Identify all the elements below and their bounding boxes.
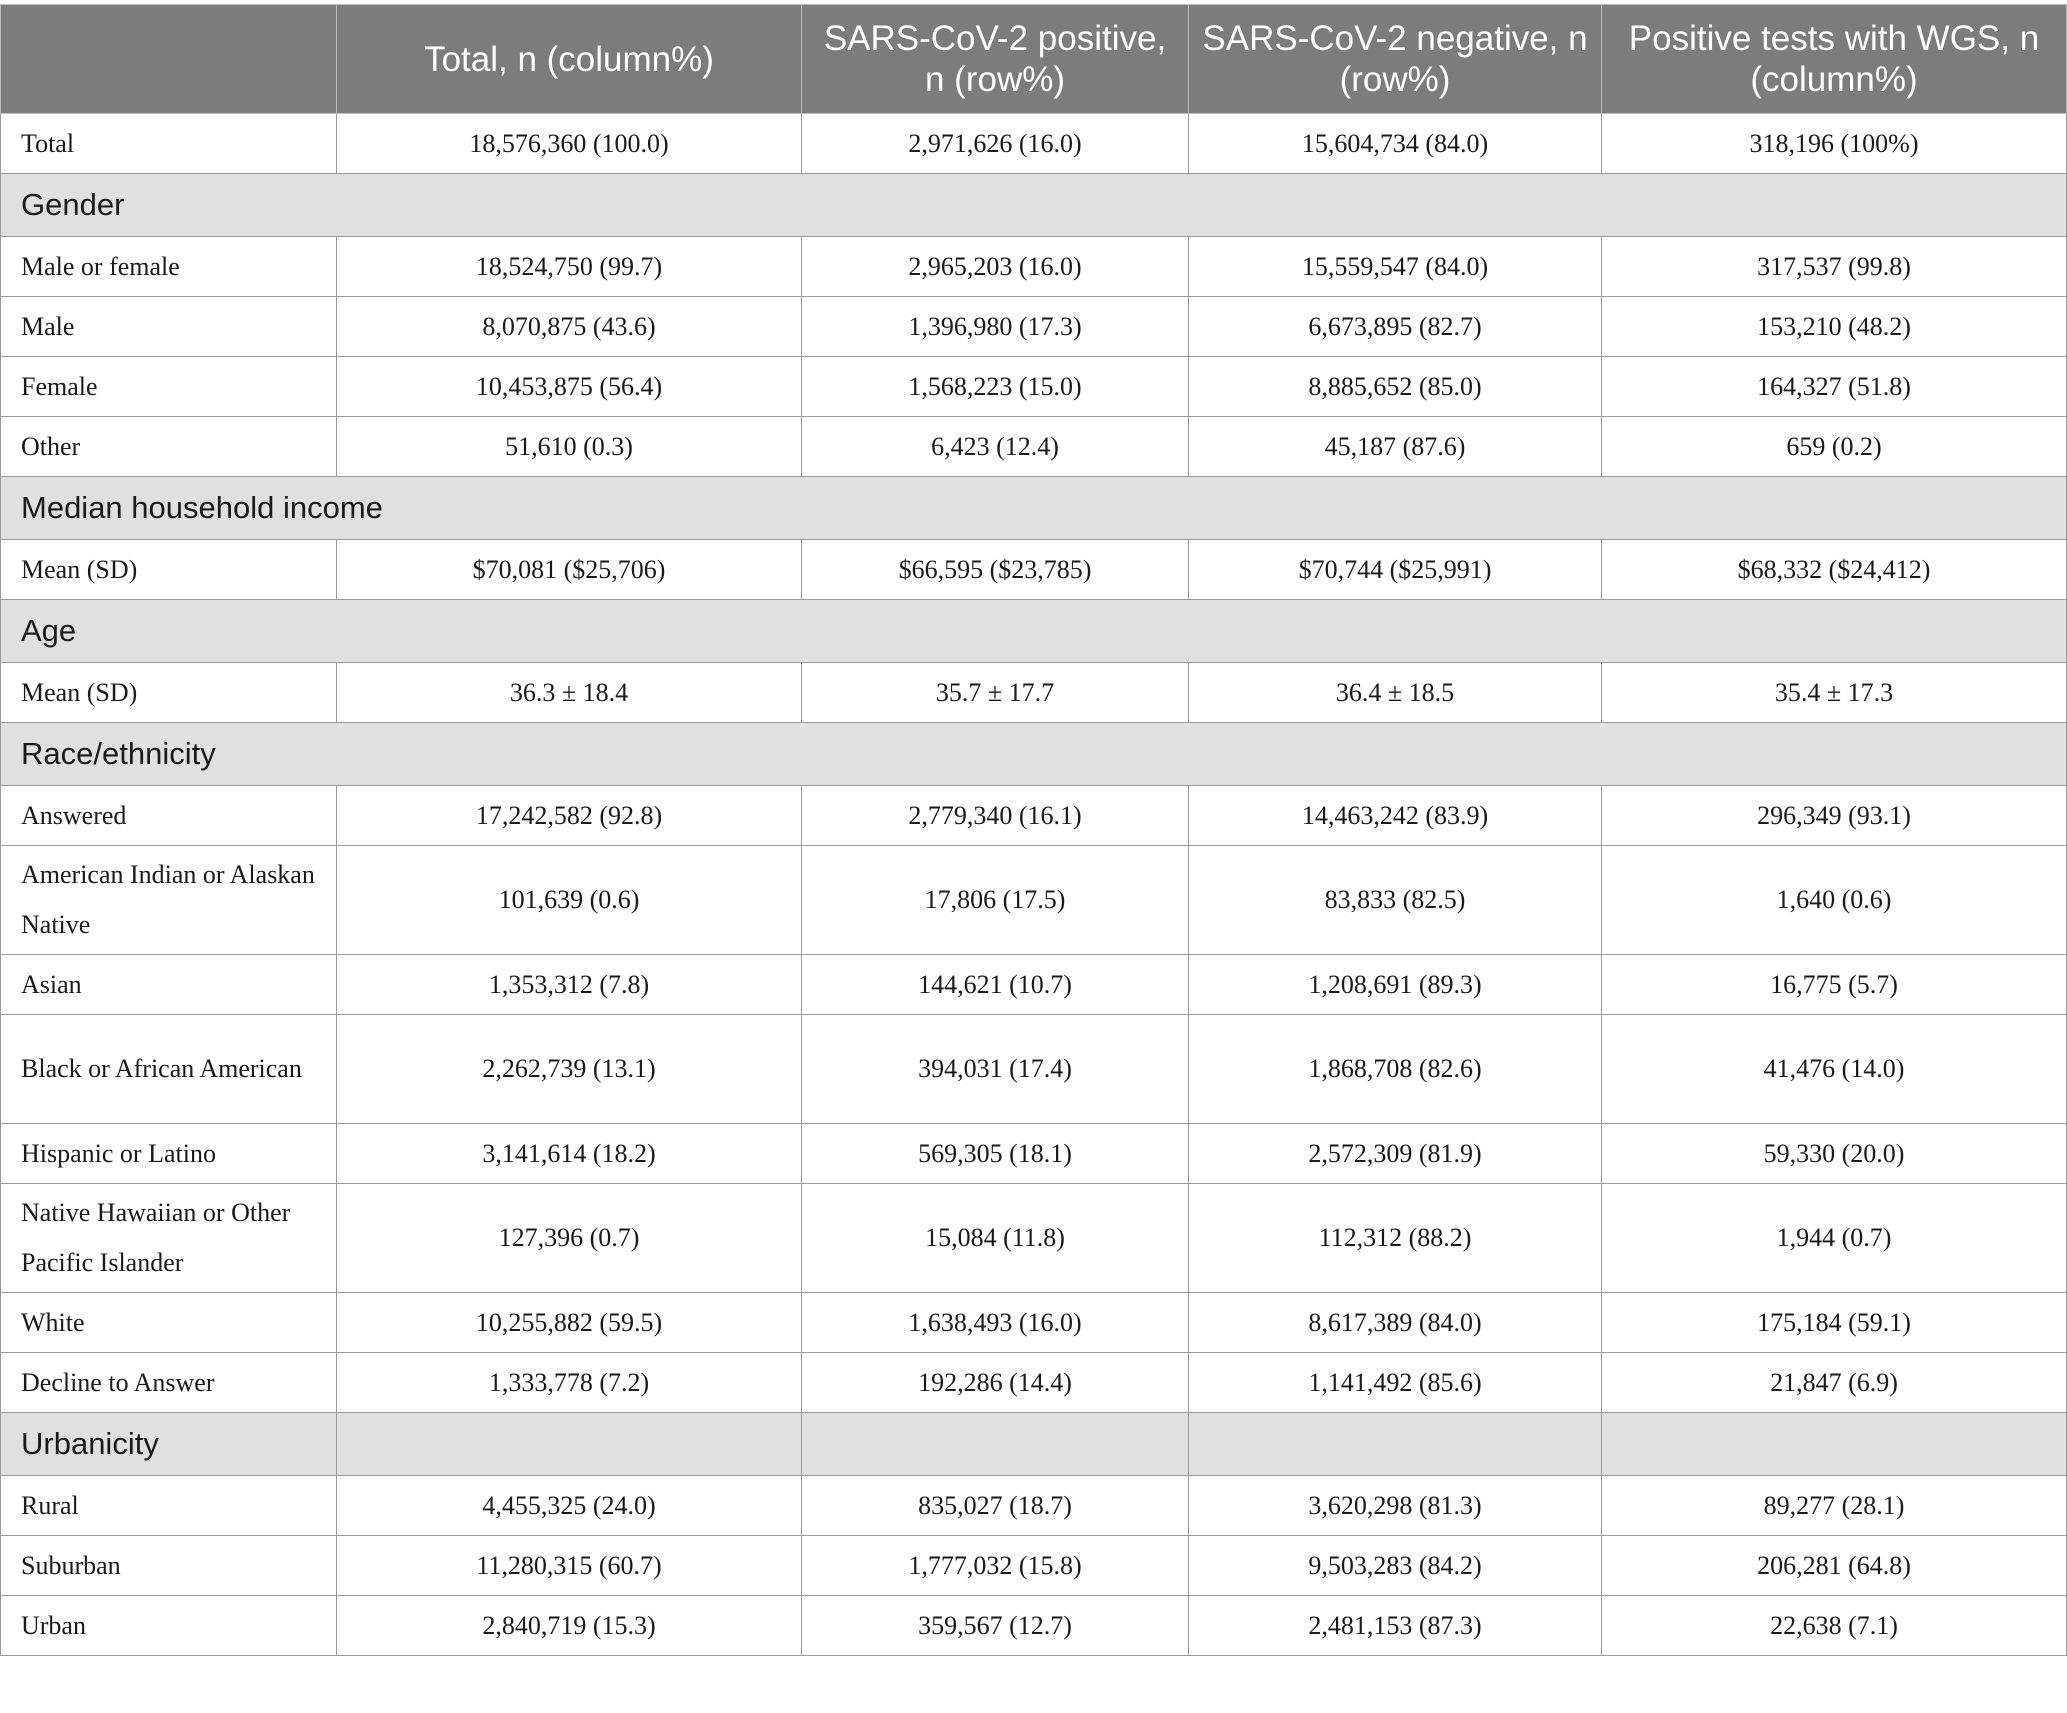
cell-wgs: 659 (0.2)	[1602, 417, 2067, 477]
header-negative: SARS-CoV-2 negative, n (row%)	[1189, 5, 1602, 114]
cell-negative: 2,572,309 (81.9)	[1189, 1124, 1602, 1184]
cell-positive: 144,621 (10.7)	[802, 955, 1189, 1015]
table-row	[1, 1596, 2067, 1656]
cell-positive: 394,031 (17.4)	[802, 1015, 1189, 1124]
table-row	[1, 1476, 2067, 1536]
cell-negative: 1,208,691 (89.3)	[1189, 955, 1602, 1015]
row-label: Other	[1, 417, 337, 477]
cell-total: 101,639 (0.6)	[337, 846, 802, 955]
section-title: Race/ethnicity	[1, 723, 2067, 786]
cell-total: 51,610 (0.3)	[337, 417, 802, 477]
cell-negative: 9,503,283 (84.2)	[1189, 1536, 1602, 1596]
section-header-age	[1, 600, 2067, 663]
cell-wgs: 317,537 (99.8)	[1602, 237, 2067, 297]
cell-negative: 15,604,734 (84.0)	[1189, 114, 1602, 174]
cell-total: 36.3 ± 18.4	[337, 663, 802, 723]
row-label: American Indian or Alaskan Native	[1, 846, 337, 955]
cell-positive: $66,595 ($23,785)	[802, 540, 1189, 600]
cell-positive: 2,965,203 (16.0)	[802, 237, 1189, 297]
cell-wgs: 206,281 (64.8)	[1602, 1536, 2067, 1596]
table-row	[1, 663, 2067, 723]
row-label: Hispanic or Latino	[1, 1124, 337, 1184]
cell-total: 18,524,750 (99.7)	[337, 237, 802, 297]
cell-negative: 112,312 (88.2)	[1189, 1184, 1602, 1293]
cell-total: 2,840,719 (15.3)	[337, 1596, 802, 1656]
cell-positive: 1,777,032 (15.8)	[802, 1536, 1189, 1596]
header-blank	[1, 5, 337, 114]
row-label: Mean (SD)	[1, 540, 337, 600]
row-label: Female	[1, 357, 337, 417]
cell-negative: 6,673,895 (82.7)	[1189, 297, 1602, 357]
table-row	[1, 955, 2067, 1015]
cell-negative: 36.4 ± 18.5	[1189, 663, 1602, 723]
section-blank-cell	[337, 1413, 802, 1476]
cell-positive: 15,084 (11.8)	[802, 1184, 1189, 1293]
row-label: Native Hawaiian or Other Pacific Islander	[1, 1184, 337, 1293]
table-row	[1, 237, 2067, 297]
cell-total: 1,353,312 (7.8)	[337, 955, 802, 1015]
cell-total: 1,333,778 (7.2)	[337, 1353, 802, 1413]
cell-positive: 1,638,493 (16.0)	[802, 1293, 1189, 1353]
cell-total: 11,280,315 (60.7)	[337, 1536, 802, 1596]
row-label: Black or African American	[1, 1015, 337, 1124]
row-label: Male or female	[1, 237, 337, 297]
row-label: Answered	[1, 786, 337, 846]
cell-negative: $70,744 ($25,991)	[1189, 540, 1602, 600]
demographics-table	[0, 4, 2067, 1656]
section-blank-cell	[1189, 1413, 1602, 1476]
cell-total: 10,255,882 (59.5)	[337, 1293, 802, 1353]
cell-wgs: 318,196 (100%)	[1602, 114, 2067, 174]
cell-positive: 359,567 (12.7)	[802, 1596, 1189, 1656]
cell-positive: 2,971,626 (16.0)	[802, 114, 1189, 174]
row-label: Male	[1, 297, 337, 357]
table-row	[1, 1536, 2067, 1596]
section-header-income	[1, 477, 2067, 540]
cell-total: 3,141,614 (18.2)	[337, 1124, 802, 1184]
cell-positive: 17,806 (17.5)	[802, 846, 1189, 955]
cell-wgs: $68,332 ($24,412)	[1602, 540, 2067, 600]
cell-total: 127,396 (0.7)	[337, 1184, 802, 1293]
section-header-gender	[1, 174, 2067, 237]
header-wgs: Positive tests with WGS, n (column%)	[1602, 5, 2067, 114]
row-label: Decline to Answer	[1, 1353, 337, 1413]
cell-total: 8,070,875 (43.6)	[337, 297, 802, 357]
cell-wgs: 164,327 (51.8)	[1602, 357, 2067, 417]
row-label: Total	[1, 114, 337, 174]
cell-wgs: 41,476 (14.0)	[1602, 1015, 2067, 1124]
table-row	[1, 297, 2067, 357]
table-row	[1, 417, 2067, 477]
cell-negative: 8,885,652 (85.0)	[1189, 357, 1602, 417]
table-row	[1, 1293, 2067, 1353]
cell-negative: 8,617,389 (84.0)	[1189, 1293, 1602, 1353]
cell-wgs: 1,640 (0.6)	[1602, 846, 2067, 955]
cell-positive: 569,305 (18.1)	[802, 1124, 1189, 1184]
section-header-urbanicity	[1, 1413, 2067, 1476]
cell-negative: 1,868,708 (82.6)	[1189, 1015, 1602, 1124]
table-row	[1, 540, 2067, 600]
header-total: Total, n (column%)	[337, 5, 802, 114]
cell-wgs: 296,349 (93.1)	[1602, 786, 2067, 846]
section-title: Median household income	[1, 477, 2067, 540]
cell-positive: 1,568,223 (15.0)	[802, 357, 1189, 417]
cell-positive: 835,027 (18.7)	[802, 1476, 1189, 1536]
cell-positive: 6,423 (12.4)	[802, 417, 1189, 477]
section-title: Age	[1, 600, 2067, 663]
cell-negative: 14,463,242 (83.9)	[1189, 786, 1602, 846]
section-title: Urbanicity	[1, 1413, 337, 1476]
header-positive: SARS-CoV-2 positive, n (row%)	[802, 5, 1189, 114]
cell-wgs: 153,210 (48.2)	[1602, 297, 2067, 357]
cell-total: 10,453,875 (56.4)	[337, 357, 802, 417]
table-row	[1, 846, 2067, 955]
section-blank-cell	[802, 1413, 1189, 1476]
row-label: Urban	[1, 1596, 337, 1656]
cell-total: 17,242,582 (92.8)	[337, 786, 802, 846]
header-row	[1, 5, 2067, 114]
cell-negative: 83,833 (82.5)	[1189, 846, 1602, 955]
section-blank-cell	[1602, 1413, 2067, 1476]
cell-negative: 3,620,298 (81.3)	[1189, 1476, 1602, 1536]
cell-wgs: 35.4 ± 17.3	[1602, 663, 2067, 723]
cell-total: 2,262,739 (13.1)	[337, 1015, 802, 1124]
table-row	[1, 357, 2067, 417]
cell-positive: 1,396,980 (17.3)	[802, 297, 1189, 357]
section-title: Gender	[1, 174, 2067, 237]
cell-negative: 1,141,492 (85.6)	[1189, 1353, 1602, 1413]
table-row	[1, 1015, 2067, 1124]
section-header-race	[1, 723, 2067, 786]
cell-negative: 45,187 (87.6)	[1189, 417, 1602, 477]
cell-wgs: 89,277 (28.1)	[1602, 1476, 2067, 1536]
table-row	[1, 1184, 2067, 1293]
row-label: Asian	[1, 955, 337, 1015]
cell-negative: 2,481,153 (87.3)	[1189, 1596, 1602, 1656]
cell-positive: 192,286 (14.4)	[802, 1353, 1189, 1413]
cell-wgs: 59,330 (20.0)	[1602, 1124, 2067, 1184]
cell-total: 4,455,325 (24.0)	[337, 1476, 802, 1536]
cell-wgs: 16,775 (5.7)	[1602, 955, 2067, 1015]
cell-wgs: 21,847 (6.9)	[1602, 1353, 2067, 1413]
table-row	[1, 786, 2067, 846]
table-row	[1, 1353, 2067, 1413]
cell-total: 18,576,360 (100.0)	[337, 114, 802, 174]
row-label: Mean (SD)	[1, 663, 337, 723]
row-label: Suburban	[1, 1536, 337, 1596]
row-label: White	[1, 1293, 337, 1353]
cell-wgs: 22,638 (7.1)	[1602, 1596, 2067, 1656]
table-row	[1, 114, 2067, 174]
cell-positive: 2,779,340 (16.1)	[802, 786, 1189, 846]
cell-wgs: 1,944 (0.7)	[1602, 1184, 2067, 1293]
cell-wgs: 175,184 (59.1)	[1602, 1293, 2067, 1353]
row-label: Rural	[1, 1476, 337, 1536]
cell-positive: 35.7 ± 17.7	[802, 663, 1189, 723]
cell-total: $70,081 ($25,706)	[337, 540, 802, 600]
table-row	[1, 1124, 2067, 1184]
cell-negative: 15,559,547 (84.0)	[1189, 237, 1602, 297]
